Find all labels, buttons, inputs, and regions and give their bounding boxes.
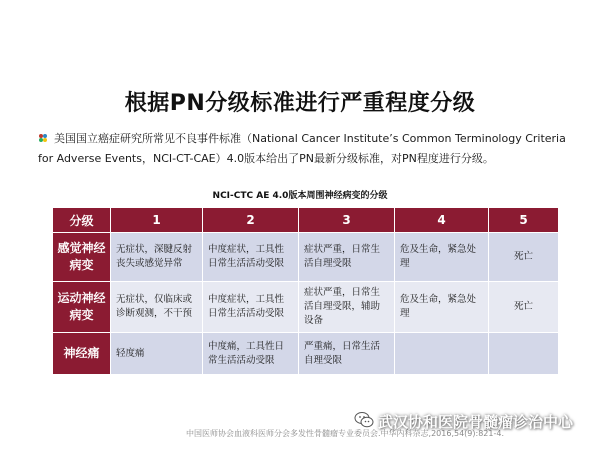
- wechat-icon: [354, 411, 374, 429]
- bullet-line-1: 美国国立癌症研究所常见不良事件标准（National Cancer Institute’s Common Terminology Criteria: [54, 132, 566, 145]
- table-cell: [489, 333, 559, 375]
- table-cell: 中度症状，工具性日常生活活动受限: [203, 233, 299, 282]
- table-cell: 无症状，仅临床或诊断观测，不干预: [111, 282, 203, 333]
- table-header-row: [53, 208, 559, 233]
- table-row: [53, 233, 559, 282]
- table-cell: 严重痛，日常生活自理受限: [299, 333, 395, 375]
- row-label-sensory: 感觉神经病变: [53, 233, 111, 282]
- header-grade-4: 4: [395, 208, 489, 233]
- header-grade-1: 1: [111, 208, 203, 233]
- table-cell: [395, 333, 489, 375]
- header-grade-3: 3: [299, 208, 395, 233]
- table-cell: 中度症状，工具性日常生活活动受限: [203, 282, 299, 333]
- table-cell: 危及生命，紧急处理: [395, 233, 489, 282]
- table-cell: 危及生命，紧急处理: [395, 282, 489, 333]
- footer-source: 中国医师协会血液科医师分会多发性骨髓瘤专业委员会.中华内科杂志,2016,54(9):821-4.: [186, 429, 504, 438]
- table-cell: 症状严重，日常生活自理受限，辅助设备: [299, 282, 395, 333]
- table-cell: 死亡: [489, 282, 559, 333]
- header-grade-label: 分级: [53, 208, 111, 233]
- table-row: [53, 333, 559, 375]
- table-row: [53, 282, 559, 333]
- slide-title: 根据PN分级标准进行严重程度分级: [124, 91, 476, 116]
- table-cell: 中度痛，工具性日常生活活动受限: [203, 333, 299, 375]
- table-cell: 无症状，深腱反射丧失或感觉异常: [111, 233, 203, 282]
- bullet-text: [38, 129, 584, 169]
- colored-dots-bullet-icon: [38, 133, 48, 143]
- bullet-line-2: for Adverse Events，NCI-CT-CAE）4.0版本给出了PN最新分级标准，对PN程度进行分级。: [38, 152, 494, 165]
- grading-table: [52, 207, 559, 375]
- table-cell: 轻度痛: [111, 333, 203, 375]
- row-label-neuralgia: 神经痛: [53, 333, 111, 375]
- row-label-motor: 运动神经病变: [53, 282, 111, 333]
- table-caption: NCI-CTC AE 4.0版本周围神经病变的分级: [212, 191, 388, 201]
- table-cell: 症状严重，日常生活自理受限: [299, 233, 395, 282]
- table-cell: 死亡: [489, 233, 559, 282]
- watermark: 武汉协和医院骨髓瘤诊治中心: [378, 413, 574, 431]
- header-grade-5: 5: [489, 208, 559, 233]
- header-grade-2: 2: [203, 208, 299, 233]
